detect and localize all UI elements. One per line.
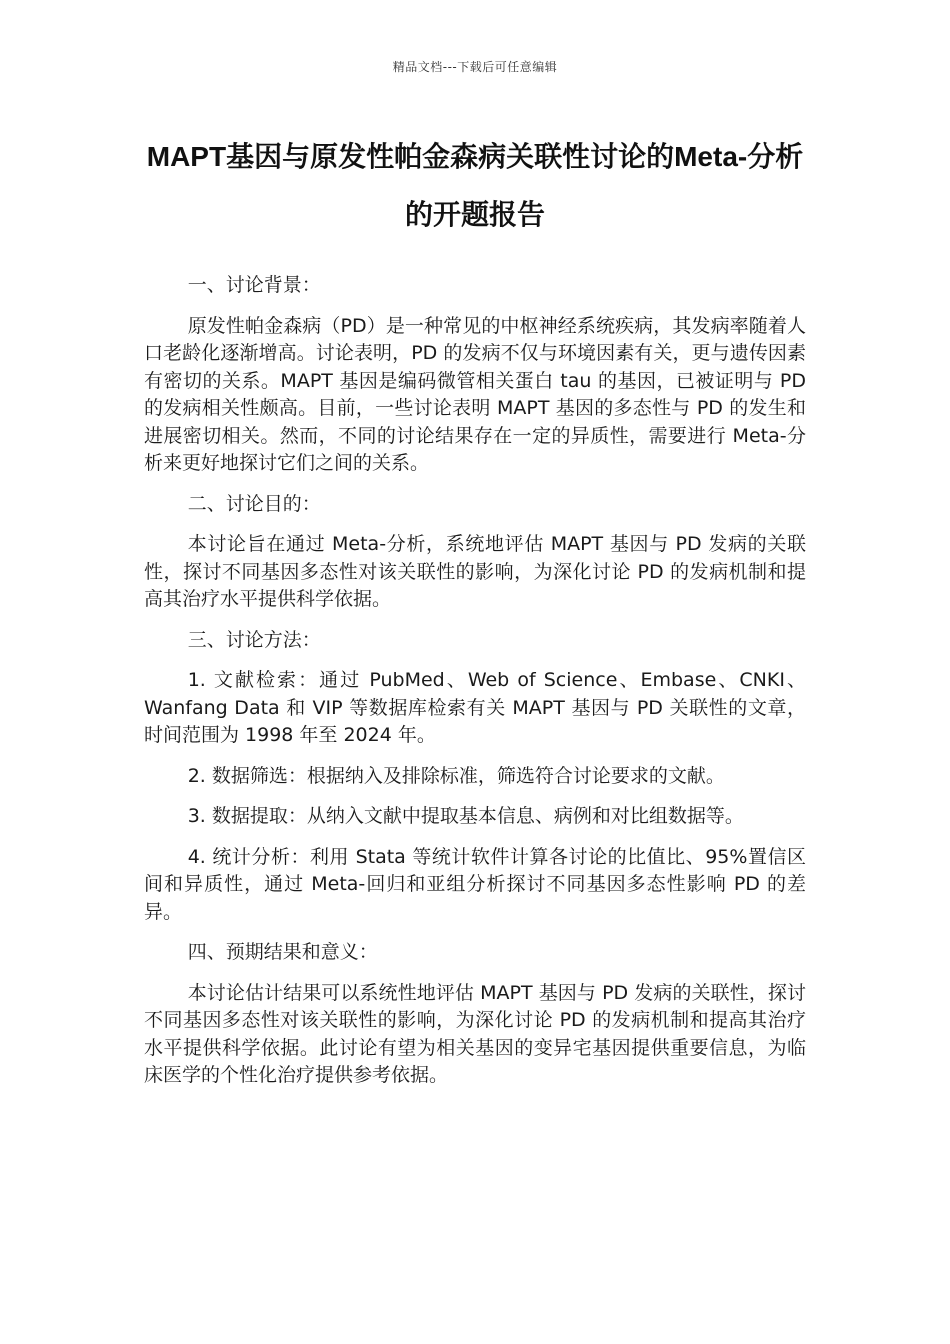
section-heading-methods: 三、讨论方法： [187,628,321,651]
method-item-literature-search: 1. 文献检索：通过 PubMed、Web of Science、Embase、CNKI、Wanfang Data 和 VIP 等数据库检索有关 MAPT 基因与 PD 关联性的文章，时间范围为 1998 年至 2024 年。 [144,669,806,746]
header-note: 精品文档---下载后可任意编辑 [392,60,558,74]
document-body [144,272,806,1103]
paragraph-background: 原发性帕金森病（PD）是一种常见的中枢神经系统疾病，其发病率随着人口老龄化逐渐增高。讨论表明，PD 的发病不仅与环境因素有关，更与遗传因素有密切的关系。MAPT 基因是编码微管相关蛋白 tau 的基因，已被证明与 PD 的发病相关性颇高。目前，一些讨论表明 MAPT 基因的多态性与 PD 的发生和进展密切相关。然而，不同的讨论结果存在一定的异质性，需要进行 Meta-分析来更好地探讨它们之间的关系。 [144,314,806,474]
method-item-data-screening: 2. 数据筛选：根据纳入及排除标准，筛选符合讨论要求的文献。 [187,764,725,787]
section-heading-background: 一、讨论背景： [187,274,321,296]
document-title: MAPT基因与原发性帕金森病关联性讨论的Meta-分析的开题报告 [146,141,804,230]
method-item-data-extraction: 3. 数据提取：从纳入文献中提取基本信息、病例和对比组数据等。 [187,805,744,827]
method-item-statistical-analysis: 4. 统计分析：利用 Stata 等统计软件计算各讨论的比值比、95%置信区间和异质性，通过 Meta-回归和亚组分析探讨不同基因多态性影响 PD 的差异。 [144,845,806,923]
paragraph-results: 本讨论估计结果可以系统性地评估 MAPT 基因与 PD 发病的关联性，探讨不同基因多态性对该关联性的影响，为深化讨论 PD 的发病机制和提高其治疗水平提供科学依据。此讨论有望为相关基因的变异宅基因提供重要信息，为临床医学的个性化治疗提供参考依据。 [144,981,806,1086]
paragraph-purpose: 本讨论旨在通过 Meta-分析，系统地评估 MAPT 基因与 PD 发病的关联性，探讨不同基因多态性对该关联性的影响，为深化讨论 PD 的发病机制和提高其治疗水平提供科学依据。 [144,533,806,610]
section-heading-purpose: 二、讨论目的： [187,492,321,515]
section-heading-results: 四、预期结果和意义： [187,941,378,963]
